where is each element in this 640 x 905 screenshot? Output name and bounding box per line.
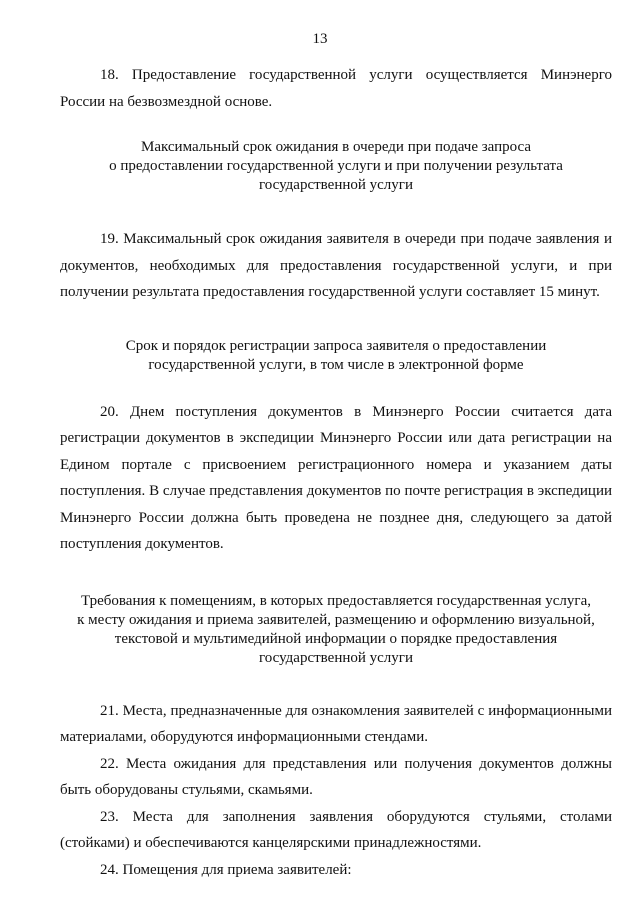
paragraph-22: 22. Места ожидания для представления или получения документов должны быть оборудованы стульями, скамьями. (60, 755, 612, 798)
paragraph-23: 23. Места для заполнения заявления оборудуются стульями, столами (стойками) и обеспечиваются канцелярскими принадлежностями. (60, 808, 612, 851)
paragraph-20: 20. Днем поступления документов в Минэнерго России считается дата регистрации документов в экспедиции Минэнерго России или дата регистрации на Едином портале с присвоением регистрационного номера и указанием даты поступления. В случае представления документов по почте регистрация в экспедиции Минэнерго России должна быть проведена не позднее дня, следующего за датой поступления документов. (60, 403, 612, 552)
document-body (60, 62, 612, 883)
paragraph-24: 24. Помещения для приема заявителей: (100, 861, 352, 878)
paragraph-21: 21. Места, предназначенные для ознакомления заявителей с информационными материалами, оборудуются информационными стендами. (60, 702, 612, 745)
section-heading-premises-requirements: Требования к помещениям, в которых предоставляется государственная услуга, к месту ожидания и приема заявителей, размещению и оформлению визуальной, текстовой и мультимедийной информации о порядке предоставления государственной услуги (77, 592, 595, 666)
section-heading-queue-time: Максимальный срок ожидания в очереди при подаче запроса о предоставлении государственной услуги и при получении результата государственной услуги (109, 139, 563, 193)
page-number: 13 (312, 31, 328, 47)
paragraph-19: 19. Максимальный срок ожидания заявителя в очереди при подаче заявления и документов, необходимых для предоставления государственной услуги, и при получении результата предоставления государственной услуги составляет 15 минут. (60, 231, 612, 300)
section-heading-registration: Срок и порядок регистрации запроса заявителя о предоставлении государственной услуги, в том числе в электронной форме (125, 337, 547, 373)
paragraph-18: 18. Предоставление государственной услуги осуществляется Минэнерго России на безвозмездной основе. (60, 67, 612, 110)
